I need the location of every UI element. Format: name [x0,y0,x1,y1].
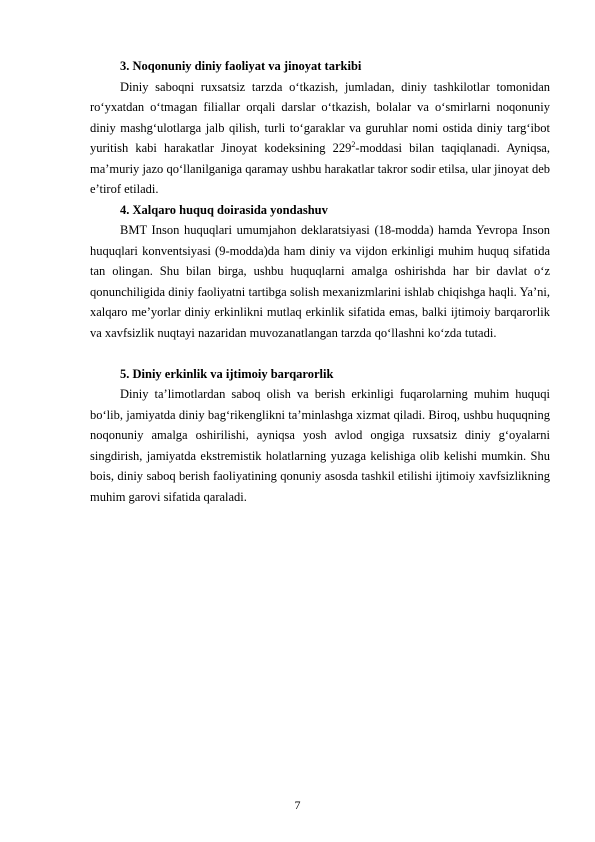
section-heading-5: 5. Diniy erkinlik va ijtimoiy barqarorlik [120,366,334,381]
page-number: 7 [294,798,301,812]
article-superscript: 2 [351,139,356,149]
section-paragraph-3 [90,77,550,200]
section-heading-3: 3. Noqonuniy diniy faoliyat va jinoyat tarkibi [120,59,362,73]
section-paragraph-4: BMT Inson huquqlari umumjahon deklaratsiyasi (18-modda) hamda Yevropa Inson huquqlari konventsiyasi (9-modda)da ham diniy va vijdon erkinligi muhim huquq sifatida tan olingan. Shu bilan birga, ushbu huquqlarni amalga oshirishda har bir davlat o‘z qonunchiligida diniy faoliyatni tartibga solish mexanizmlarini ishlab chiqishga haqli. Ya’ni, xalqaro me’yorlar diniy erkinlikni mutlaq erkinlik sifatida emas, balki ijtimoiy barqarorlik va xavfsizlik nuqtayi nazaridan muvozanatlangan tarzda qo‘llashni ko‘zda tutadi. [90,223,550,340]
section-paragraph-5: Diniy ta’limotlardan saboq olish va berish erkinligi fuqarolarning muhim huquqi bo‘lib, jamiyatda diniy bag‘rikenglikni ta’minlashga xizmat qiladi. Biroq, ushbu huquqning noqonuniy amalga oshirilishi, ayniqsa yosh avlod ongiga ruxsatsiz diniy g‘oyalarni singdirish, jamiyatda ekstremistik holatlarning yuzaga kelishiga olib kelishi mumkin. Shu bois, diniy saboq berish faoliyatining qonuniy asosda tashkil etilishi ijtimoiy xavfsizlikning muhim garovi sifatida qaraladi. [90,387,550,504]
section-heading-4: 4. Xalqaro huquq doirasida yondashuv [120,202,328,217]
blank-line [90,343,550,364]
document-page [90,56,550,507]
paragraph-text: Diniy saboqni ruxsatsiz tarzda o‘tkazish, jumladan, diniy tashkilotlar tomonidan ro‘yxatdan o‘tmagan filiallar orqali darslar o‘tkazish, bolalar va o‘smirlarni noqonuniy diniy mashg‘ulotlarga jalb qilish, turli to‘garaklar va guruhlar nomi ostida diniy targ‘ibot yuritish kabi harakatlar Jinoyat kodeksining 229 [90,79,550,155]
paragraph-text: -moddasi bilan taqiqlanadi. Ayniqsa, ma’muriy jazo qo‘llanilganiga qaramay ushbu harakatlar takror sodir etilsa, ular jinoyat deb e’tirof etiladi. [90,141,550,196]
